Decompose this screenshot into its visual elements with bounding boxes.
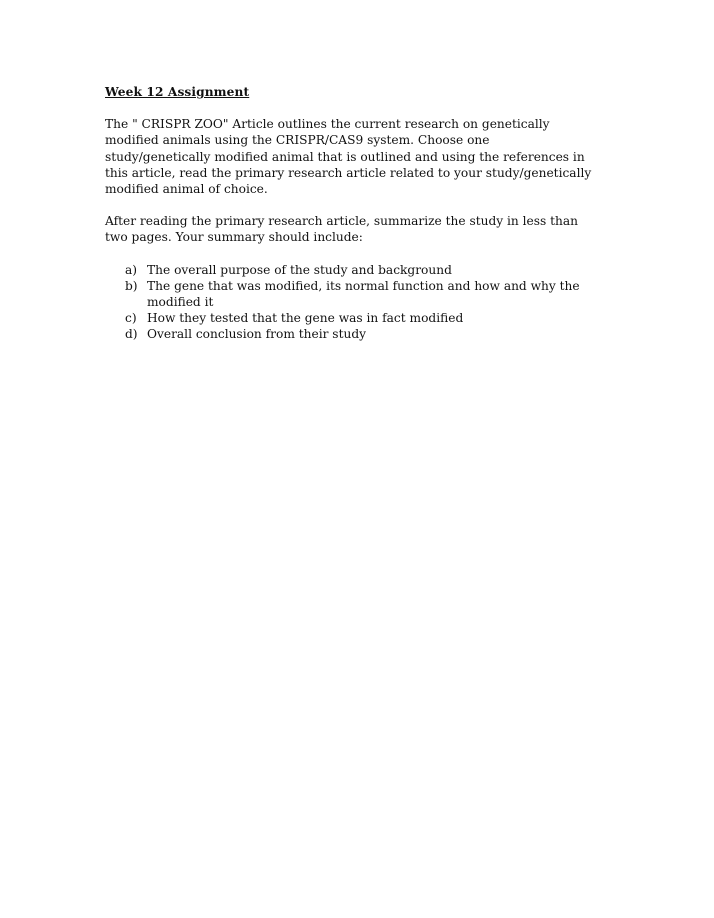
- list-item-text: The gene that was modified, its normal function and how and why the modified it: [147, 278, 580, 310]
- list-item: [105, 326, 595, 342]
- intro-paragraph: The " CRISPR ZOO" Article outlines the current research on genetically modified animals using the CRISPR/CAS9 system. Choose one study/genetically modified animal that is outlined and using the references in this article, read the primary research article related to your study/genetically modified animal of choice.: [105, 117, 592, 197]
- requirements-list: [105, 262, 595, 343]
- list-item-text: How they tested that the gene was in fact modified: [147, 311, 464, 326]
- list-item: [105, 278, 595, 310]
- list-item: [105, 310, 595, 326]
- document-title: Week 12 Assignment: [105, 85, 250, 99]
- list-marker: b): [125, 278, 138, 293]
- list-marker: d): [125, 327, 138, 342]
- list-item-text: Overall conclusion from their study: [147, 327, 367, 342]
- list-item: [105, 262, 595, 278]
- list-marker: a): [125, 262, 138, 277]
- instructions-paragraph: After reading the primary research article, summarize the study in less than two pages. Your summary should include:: [105, 214, 579, 245]
- list-item-text: The overall purpose of the study and background: [147, 262, 452, 277]
- document-body: [105, 84, 595, 343]
- list-marker: c): [125, 311, 137, 326]
